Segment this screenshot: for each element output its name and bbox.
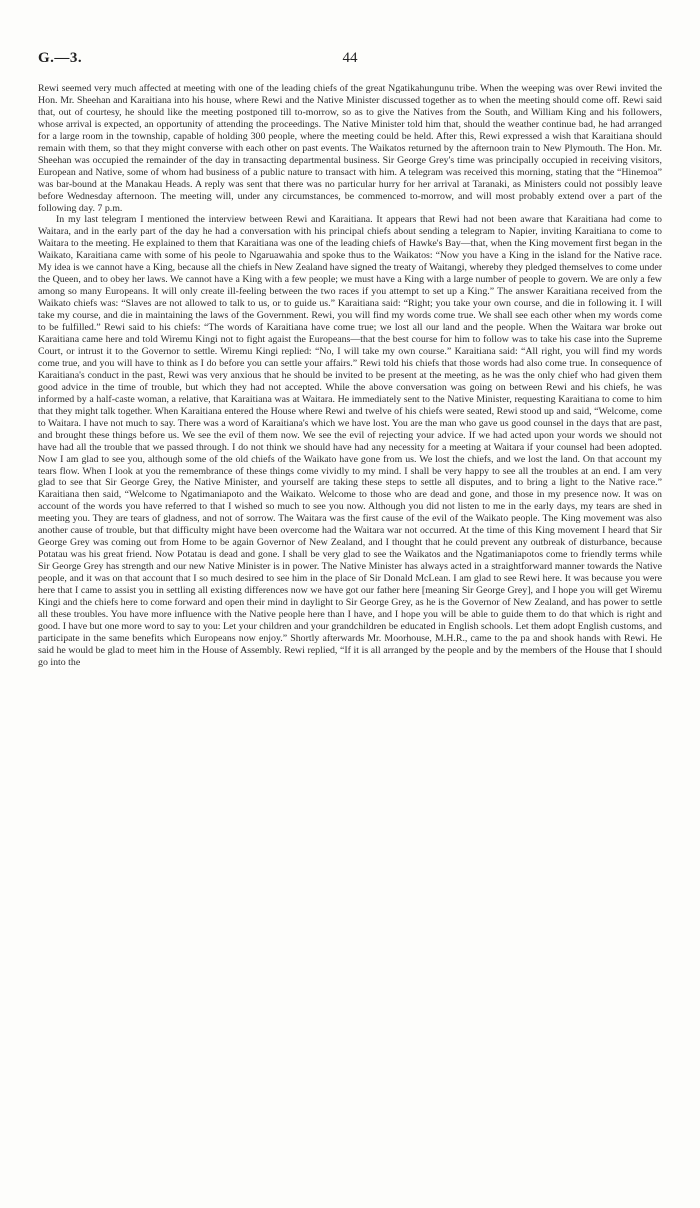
- page-header: [38, 50, 662, 72]
- page-number: 44: [342, 50, 358, 66]
- document-reference: G.—3.: [38, 50, 83, 66]
- paragraph: Rewi seemed very much affected at meeting with one of the leading chiefs of the great Ngatikahungunu tribe. When the weeping was over Rewi invited the Hon. Mr. Sheehan and Karaitiana into his house, where Rewi and the Native Minister discussed together as to when the meeting should come off. Rewi said that, out of courtesy, he should like the meeting postponed till to-morrow, so as to give the Natives from the South, and William King and his followers, whose arrival is expected, an opportunity of attending the proceedings. The Native Minister told him that, should the weather continue bad, he had arranged for a large room in the township, capable of holding 300 people, where the meeting could be held. After this, Rewi expressed a wish that Karaitiana should remain with them, so that they might converse with each other on past events. The Waikatos returned by the afternoon train to New Plymouth. The Hon. Mr. Sheehan was occupied the remainder of the day in transacting departmental business. Sir George Grey's time was principally occupied in receiving visitors, European and Native, some of whom had business of a public nature to transact with him. A telegram was received this morning, stating that the “Hinemoa” was bar-bound at the Manakau Heads. A reply was sent that there was no particular hurry for her arrival at Taranaki, as Ministers could not possibly leave before Wednesday afternoon. The meeting will, under any circumstances, be commenced to-morrow, and will most probably extend over a part of the following day. 7 p.m.: [38, 83, 662, 214]
- paragraph: In my last telegram I mentioned the interview between Rewi and Karaitiana. It appears that Rewi had not been aware that Karaitiana had come to Waitara, and in the early part of the day he had a conversation with his principal chiefs about sending a telegram to Napier, inviting Karaitiana to come to Waitara to the meeting. He explained to them that Karaitiana was one of the leading chiefs of Hawke's Bay—that, when the King movement first began in the Waikato, Karaitiana came with some of his peole to Ngaruawahia and spoke thus to the Waikatos: “Now you have a King in the island for the Native race. My idea is we cannot have a King, because all the chiefs in New Zealand have signed the treaty of Waitangi, whereby they pledged themselves to come under the Queen, and to obey her laws. We cannot have a King with a few people; we must have a King with a large number of people to govern. We are only a few among so many Europeans. It will only create ill-feeling between the two races if you attempt to set up a King.” The answer Karaitiana received from the Waikato chiefs was: “Slaves are not allowed to talk to us, or to guide us.” Karaitiana said: “Right; you take your own course, and die in following it. I will take my course, and die in maintaining the laws of the Government. Rewi, you will find my words come true. We shall see each other when my words come to be fulfilled.” Rewi said to his chiefs: “The words of Karaitiana have come true; we lost all our land and the people. When the Waitara war broke out Karaitiana came here and told Wiremu Kingi not to fight agaist the Europeans—that the best course for him to follow was to take his case into the Supreme Court, or intrust it to the Governor to settle. Wiremu Kingi replied: “No, I will take my own course.” Karaitiana said: “All right, you will find my words come true, and you will have to think as I do before you can settle your affairs.” Rewi told his chiefs that those words had also come true. In consequence of Karaitiana's conduct in the past, Rewi was very anxious that he should be invited to be present at the meeting, as he was the only chief who had given them good advice in the time of trouble, but which they had not accepted. While the above conversation was going on between Rewi and his chiefs, he was informed by a half-caste woman, a relative, that Karaitiana was at Waitara. He immediately sent to the Native Minister, requesting Karaitiana to come to him that they might talk together. When Karaitiana entered the House where Rewi and twelve of his chiefs were seated, Rewi stood up and said, “Welcome, come to Waitara. I have not much to say. There was a word of Karaitiana's which we have lost. You are the man who gave us good counsel in the days that are past, and brought these things before us. We see the evil of them now. We see the evil of rejecting your advice. If we had acted upon your words we should not have had all the trouble that we passed through. I do not think we should have had any necessity for a meeting at Waitara if your counsel had been adopted. Now I am glad to see you, although some of the old chiefs of the Waikato have gone from us. We lost the chiefs, and we lost the land. On that account my tears flow. When I look at you the remembrance of these things come vividly to my mind. I shall be very happy to see all the troubles at an end. I am very glad to see that Sir George Grey, the Native Minister, and yourself are taking these steps to settle all disputes, and to bring a light to the Native race.” Karaitiana then said, “Welcome to Ngatimaniapoto and the Waikato. Welcome to those who are dead and gone, and those in my presence now. It was on account of the words you have referred to that I wished so much to see you now. Although you did not listen to me in the early days, my tears are shed in meeting you. They are tears of gladness, and not of sorrow. The Waitara was the first cause of the evil of the Waikato people. The King movement was also another cause of trouble, but that difficulty might have been overcome had the Waitara war not occurred. At the time of this King movement I heard that Sir George Grey was coming out from Home to be again Governor of New Zealand, and I thought that he could prevent any outbreak of disturbance, because Potatau was his great friend. Now Potatau is dead and gone. I shall be very glad to see the Waikatos and the Ngatimaniapotos come to friendly terms while Sir George Grey has strength and our new Native Minister is in power. The Native Minister has always acted in a straightforward manner towards the Native people, and it was on that account that I so much desired to see him in the place of Sir Donald McLean. I am glad to see Rewi here. It was because you were here that I came to assist you in settling all existing differences now we have got our father here [meaning Sir George Grey], and I hope you will get Wiremu Kingi and the chiefs here to come forward and open their mind in daylight to Sir George Grey, as he is the Governor of New Zealand, and has power to settle all these troubles. You have more influence with the Native people here than I have, and I hope you will be able to guide them to do that which is right and good. I have but one more word to say to you: Let your children and your grandchildren be educated in English schools. Let them adopt English customs, and participate in the same benefits which Europeans now enjoy.” Shortly afterwards Mr. Moorhouse, M.H.R., came to the pa and shook hands with Rewi. He said he would be glad to meet him in the House of Assembly. Rewi replied, “If it is all arranged by the people and by the members of the House that I should go into the: [38, 214, 662, 668]
- body-text: [38, 83, 662, 669]
